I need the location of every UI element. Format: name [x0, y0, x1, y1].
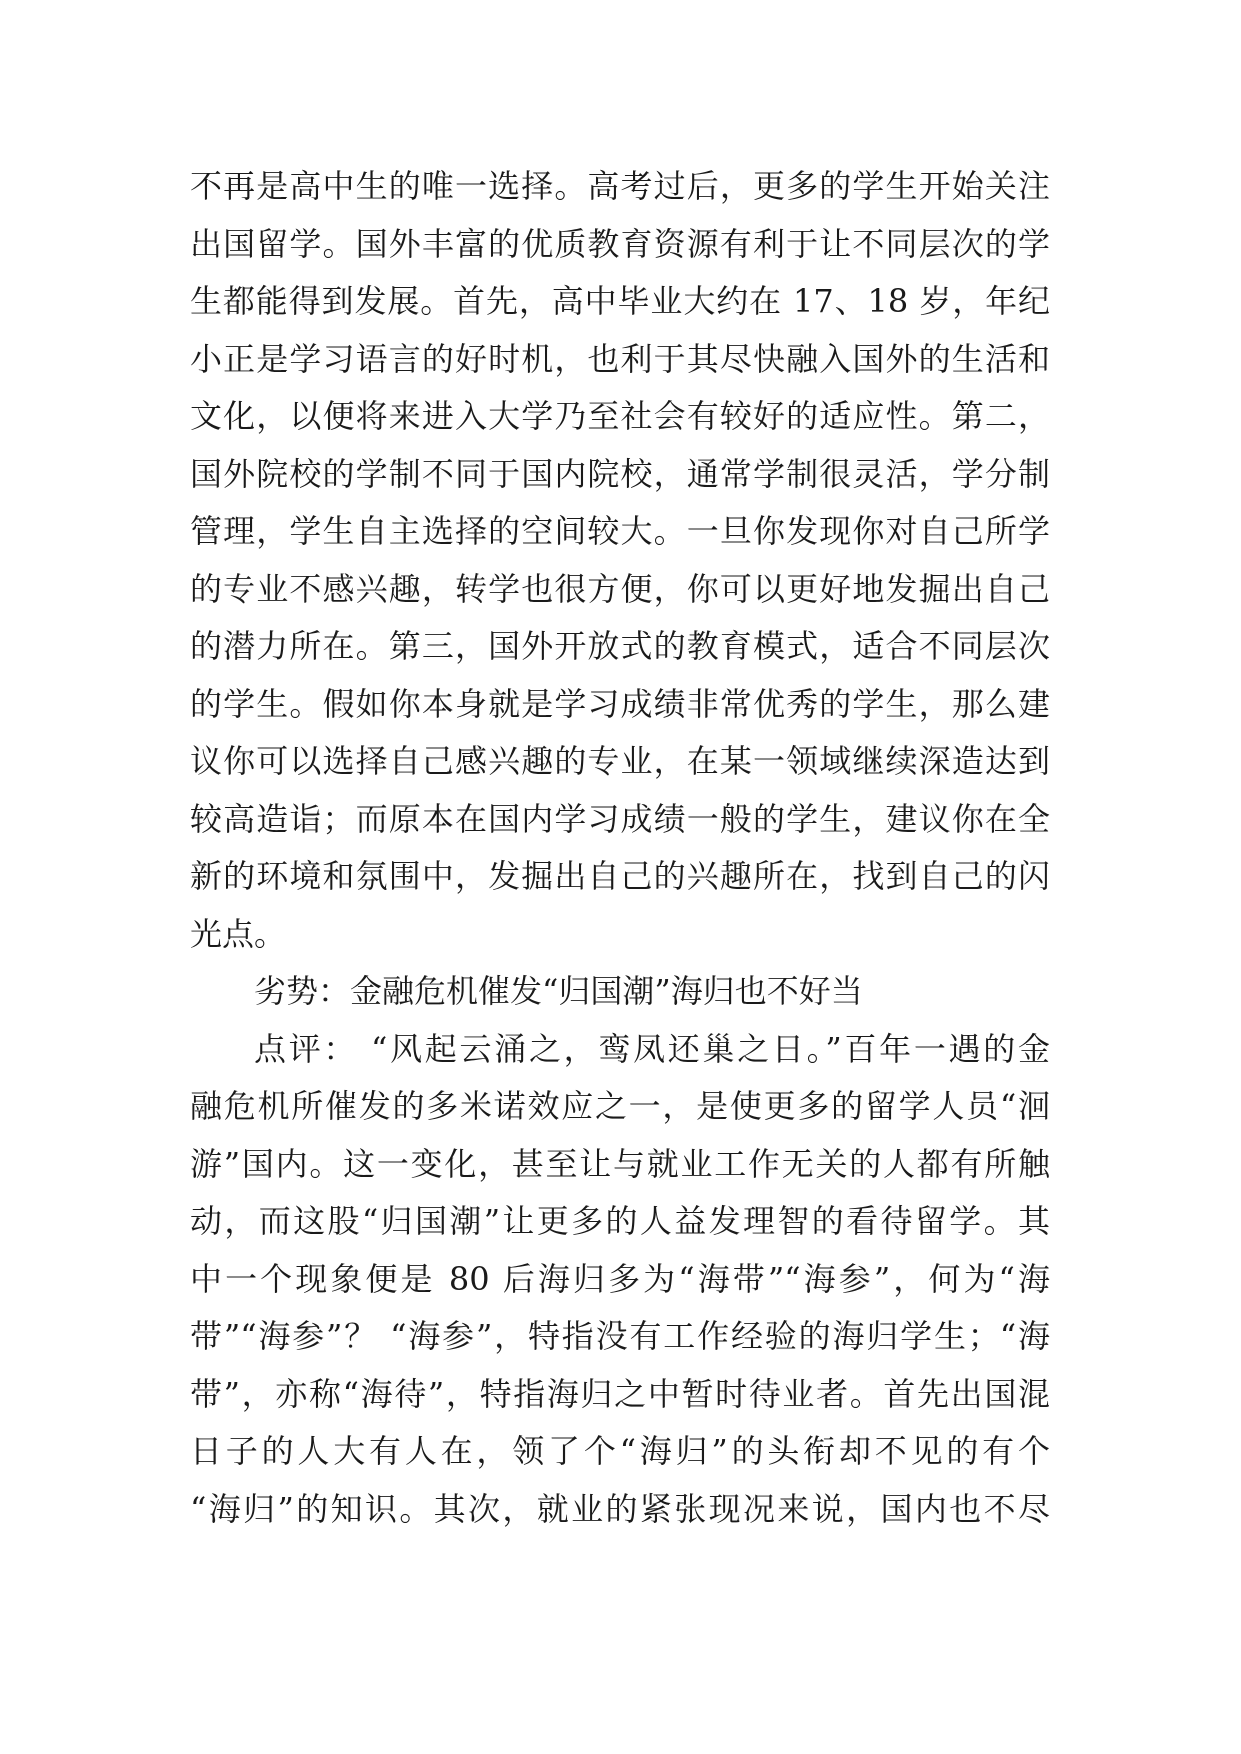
- text-line: 出国留学。国外丰富的优质教育资源有利于让不同层次的学: [190, 224, 1050, 263]
- text-line: 的专业不感兴趣，转学也很方便，你可以更好地发掘出自己: [190, 569, 1050, 608]
- text-line: 日子的人大有人在，领了个“海归”的头衔却不见的有个: [190, 1432, 1050, 1470]
- text-line: 小正是学习语言的好时机，也利于其尽快融入国外的生活和: [190, 339, 1050, 378]
- text-line: 游”国内。这一变化，甚至让与就业工作无关的人都有所触: [190, 1144, 1050, 1183]
- text-line: 的学生。假如你本身就是学习成绩非常优秀的学生，那么建: [190, 684, 1050, 723]
- text-line: 新的环境和氛围中，发掘出自己的兴趣所在，找到自己的闪: [190, 857, 1050, 895]
- text-line: 管理，学生自主选择的空间较大。一旦你发现你对自己所学: [190, 512, 1050, 550]
- text-line: 生都能得到发展。首先，高中毕业大约在 17、18 岁，年纪: [190, 282, 1050, 320]
- text-line: 光点。: [190, 914, 287, 953]
- section-heading: 劣势：金融危机催发“归国潮”海归也不好当: [254, 972, 863, 1010]
- text-line: 带”“海参”？ “海参”，特指没有工作经验的海归学生；“海: [190, 1317, 1050, 1355]
- text-line: 议你可以选择自己感兴趣的专业，在某一领域继续深造达到: [190, 742, 1050, 780]
- text-line: 较高造诣；而原本在国内学习成绩一般的学生，建议你在全: [190, 799, 1050, 838]
- text-line: 带”，亦称“海待”，特指海归之中暂时待业者。首先出国混: [190, 1374, 1050, 1413]
- text-line: 中一个现象便是 80 后海归多为“海带”“海参”，何为“海: [190, 1259, 1050, 1298]
- body-text: [190, 158, 1050, 1538]
- text-line: 点评： “风起云涌之，鸾凤还巢之日。”百年一遇的金: [254, 1029, 1050, 1068]
- text-line: “海归”的知识。其次，就业的紧张现况来说，国内也不尽: [190, 1489, 1050, 1528]
- text-line: 融危机所催发的多米诺效应之一，是使更多的留学人员“洄: [190, 1087, 1050, 1125]
- text-line: 的潜力所在。第三，国外开放式的教育模式，适合不同层次: [190, 627, 1050, 665]
- text-line: 国外院校的学制不同于国内院校，通常学制很灵活，学分制: [190, 454, 1050, 493]
- text-line: 不再是高中生的唯一选择。高考过后，更多的学生开始关注: [190, 167, 1050, 205]
- text-line: 动，而这股“归国潮”让更多的人益发理智的看待留学。其: [190, 1202, 1050, 1240]
- text-line: 文化，以便将来进入大学乃至社会有较好的适应性。第二，: [190, 397, 1050, 435]
